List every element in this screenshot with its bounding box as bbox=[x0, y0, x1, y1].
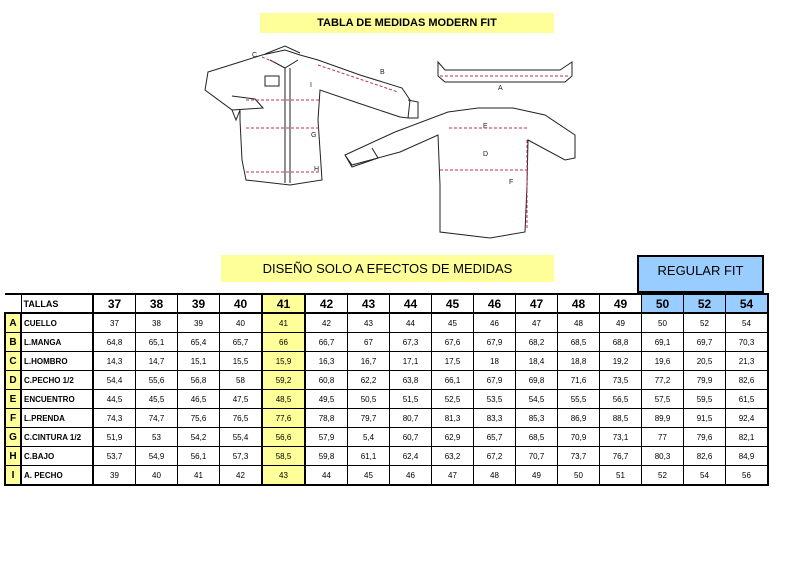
measure-cell: 50 bbox=[642, 313, 684, 333]
size-header-cell: 49 bbox=[600, 294, 642, 313]
measure-cell: 85,3 bbox=[516, 409, 558, 428]
measure-cell: 59,2 bbox=[262, 371, 305, 390]
row-letter: C bbox=[5, 352, 21, 371]
measure-cell: 69,8 bbox=[516, 371, 558, 390]
measure-cell: 86,9 bbox=[558, 409, 600, 428]
measure-cell: 49 bbox=[516, 466, 558, 486]
size-header-cell: 44 bbox=[390, 294, 432, 313]
measure-cell: 67,6 bbox=[432, 333, 474, 352]
page-title: TABLA DE MEDIDAS MODERN FIT bbox=[260, 13, 554, 33]
measure-cell: 5,4 bbox=[348, 428, 390, 447]
size-header-cell: 39 bbox=[178, 294, 220, 313]
measure-cell: 71,6 bbox=[558, 371, 600, 390]
regular-fit-banner: REGULAR FIT bbox=[637, 255, 764, 293]
measure-cell: 46,5 bbox=[178, 390, 220, 409]
size-header-cell: 41 bbox=[262, 294, 305, 313]
measure-cell: 80,7 bbox=[390, 409, 432, 428]
measure-cell: 81,3 bbox=[432, 409, 474, 428]
row-letter: G bbox=[5, 428, 21, 447]
measure-cell: 79,9 bbox=[684, 371, 726, 390]
measure-cell: 44 bbox=[390, 313, 432, 333]
measure-cell: 82,6 bbox=[726, 371, 769, 390]
size-header-cell: 50 bbox=[642, 294, 684, 313]
size-header-row bbox=[5, 294, 768, 313]
measure-cell: 49 bbox=[600, 313, 642, 333]
table-row bbox=[5, 352, 768, 371]
shirt-diagram bbox=[0, 0, 800, 250]
measure-cell: 53 bbox=[136, 428, 178, 447]
measure-cell: 74,7 bbox=[136, 409, 178, 428]
size-header-cell: 43 bbox=[348, 294, 390, 313]
size-header-cell: 37 bbox=[93, 294, 136, 313]
measure-cell: 60,7 bbox=[390, 428, 432, 447]
measure-cell: 54,2 bbox=[178, 428, 220, 447]
collar-drawing bbox=[438, 62, 572, 92]
measure-cell: 76,5 bbox=[220, 409, 263, 428]
measure-cell: 73,1 bbox=[600, 428, 642, 447]
measure-cell: 67,9 bbox=[474, 333, 516, 352]
measure-cell: 67,3 bbox=[390, 333, 432, 352]
measure-cell: 47 bbox=[432, 466, 474, 486]
measure-cell: 44,5 bbox=[93, 390, 136, 409]
measure-cell: 62,9 bbox=[432, 428, 474, 447]
measure-cell: 20,5 bbox=[684, 352, 726, 371]
measure-cell: 65,1 bbox=[136, 333, 178, 352]
measure-cell: 42 bbox=[305, 313, 348, 333]
measure-cell: 38 bbox=[136, 313, 178, 333]
measure-cell: 18,8 bbox=[558, 352, 600, 371]
size-header-cell: 54 bbox=[726, 294, 769, 313]
table-row bbox=[5, 313, 768, 333]
measure-cell: 62,2 bbox=[348, 371, 390, 390]
measure-cell: 74,3 bbox=[93, 409, 136, 428]
measure-cell: 70,9 bbox=[558, 428, 600, 447]
measure-cell: 52 bbox=[684, 313, 726, 333]
measure-cell: 46 bbox=[390, 466, 432, 486]
size-header-cell: 45 bbox=[432, 294, 474, 313]
size-header-cell: 42 bbox=[305, 294, 348, 313]
measure-cell: 51,5 bbox=[390, 390, 432, 409]
measure-cell: 60,8 bbox=[305, 371, 348, 390]
measure-cell: 89,9 bbox=[642, 409, 684, 428]
corner-cell bbox=[5, 294, 21, 313]
row-label: C.BAJO bbox=[21, 447, 93, 466]
size-table bbox=[4, 293, 769, 486]
label-g: G bbox=[311, 132, 317, 139]
measure-cell: 15,9 bbox=[262, 352, 305, 371]
measure-cell: 40 bbox=[136, 466, 178, 486]
measure-cell: 77 bbox=[642, 428, 684, 447]
label-e: E bbox=[483, 123, 488, 130]
measure-cell: 42 bbox=[220, 466, 263, 486]
measure-cell: 68,8 bbox=[600, 333, 642, 352]
measure-cell: 43 bbox=[262, 466, 305, 486]
measure-cell: 53,7 bbox=[93, 447, 136, 466]
measure-cell: 54,4 bbox=[93, 371, 136, 390]
measure-cell: 17,1 bbox=[390, 352, 432, 371]
measure-cell: 41 bbox=[178, 466, 220, 486]
measure-cell: 66,7 bbox=[305, 333, 348, 352]
measure-cell: 16,3 bbox=[305, 352, 348, 371]
measure-cell: 67,2 bbox=[474, 447, 516, 466]
label-c: C bbox=[252, 52, 258, 59]
measure-cell: 79,6 bbox=[684, 428, 726, 447]
row-letter: D bbox=[5, 371, 21, 390]
measure-cell: 82,6 bbox=[684, 447, 726, 466]
measure-cell: 56,1 bbox=[178, 447, 220, 466]
measure-cell: 76,7 bbox=[600, 447, 642, 466]
measure-cell: 50,5 bbox=[348, 390, 390, 409]
table-row bbox=[5, 409, 768, 428]
size-header-cell: 40 bbox=[220, 294, 263, 313]
table-row bbox=[5, 428, 768, 447]
measure-cell: 49,5 bbox=[305, 390, 348, 409]
measure-cell: 67,9 bbox=[474, 371, 516, 390]
measure-cell: 55,6 bbox=[136, 371, 178, 390]
measure-cell: 78,8 bbox=[305, 409, 348, 428]
label-i: I bbox=[310, 82, 312, 89]
measure-cell: 70,3 bbox=[726, 333, 769, 352]
table-row bbox=[5, 447, 768, 466]
measure-cell: 91,5 bbox=[684, 409, 726, 428]
measure-cell: 75,6 bbox=[178, 409, 220, 428]
row-label: ENCUENTRO bbox=[21, 390, 93, 409]
measure-cell: 54 bbox=[726, 313, 769, 333]
measure-cell: 39 bbox=[178, 313, 220, 333]
measure-cell: 63,2 bbox=[432, 447, 474, 466]
measure-cell: 45 bbox=[432, 313, 474, 333]
row-label: CUELLO bbox=[21, 313, 93, 333]
size-header-cell: 48 bbox=[558, 294, 600, 313]
measure-cell: 68,5 bbox=[516, 428, 558, 447]
back-shirt-drawing bbox=[345, 108, 575, 238]
table-row bbox=[5, 371, 768, 390]
measure-cell: 64,8 bbox=[93, 333, 136, 352]
measure-cell: 66 bbox=[262, 333, 305, 352]
measure-cell: 77,6 bbox=[262, 409, 305, 428]
measure-cell: 67 bbox=[348, 333, 390, 352]
measure-cell: 79,7 bbox=[348, 409, 390, 428]
row-letter: F bbox=[5, 409, 21, 428]
measure-cell: 48 bbox=[474, 466, 516, 486]
measure-cell: 17,5 bbox=[432, 352, 474, 371]
front-shirt-drawing bbox=[205, 46, 418, 185]
measure-cell: 57,3 bbox=[220, 447, 263, 466]
measure-cell: 69,7 bbox=[684, 333, 726, 352]
measure-cell: 47,5 bbox=[220, 390, 263, 409]
measure-cell: 50 bbox=[558, 466, 600, 486]
measure-cell: 51 bbox=[600, 466, 642, 486]
measure-cell: 47 bbox=[516, 313, 558, 333]
measure-cell: 55,4 bbox=[220, 428, 263, 447]
measure-cell: 45,5 bbox=[136, 390, 178, 409]
measure-cell: 44 bbox=[305, 466, 348, 486]
measure-cell: 58 bbox=[220, 371, 263, 390]
measure-cell: 43 bbox=[348, 313, 390, 333]
row-label: L.HOMBRO bbox=[21, 352, 93, 371]
measure-cell: 83,3 bbox=[474, 409, 516, 428]
table-row bbox=[5, 333, 768, 352]
measure-cell: 48,5 bbox=[262, 390, 305, 409]
label-b: B bbox=[380, 69, 385, 76]
measure-cell: 54,9 bbox=[136, 447, 178, 466]
measure-cell: 41 bbox=[262, 313, 305, 333]
row-letter: I bbox=[5, 466, 21, 486]
measure-cell: 52,5 bbox=[432, 390, 474, 409]
measure-cell: 65,4 bbox=[178, 333, 220, 352]
measure-cell: 70,7 bbox=[516, 447, 558, 466]
measure-cell: 21,3 bbox=[726, 352, 769, 371]
measure-cell: 45 bbox=[348, 466, 390, 486]
measure-cell: 82,1 bbox=[726, 428, 769, 447]
size-header-cell: 47 bbox=[516, 294, 558, 313]
measure-cell: 15,5 bbox=[220, 352, 263, 371]
measure-cell: 40 bbox=[220, 313, 263, 333]
measure-cell: 52 bbox=[642, 466, 684, 486]
header-label: TALLAS bbox=[21, 294, 93, 313]
measure-cell: 56,8 bbox=[178, 371, 220, 390]
row-label: C.PECHO 1/2 bbox=[21, 371, 93, 390]
measure-cell: 54,5 bbox=[516, 390, 558, 409]
measure-cell: 92,4 bbox=[726, 409, 769, 428]
measure-cell: 16,7 bbox=[348, 352, 390, 371]
measure-cell: 14,3 bbox=[93, 352, 136, 371]
measure-cell: 62,4 bbox=[390, 447, 432, 466]
measure-cell: 39 bbox=[93, 466, 136, 486]
measure-cell: 57,9 bbox=[305, 428, 348, 447]
row-letter: E bbox=[5, 390, 21, 409]
measure-cell: 73,5 bbox=[600, 371, 642, 390]
measure-cell: 73,7 bbox=[558, 447, 600, 466]
measure-cell: 59,5 bbox=[684, 390, 726, 409]
measure-cell: 56,6 bbox=[262, 428, 305, 447]
label-h: H bbox=[314, 166, 320, 173]
measure-cell: 56 bbox=[726, 466, 769, 486]
row-label: C.CINTURA 1/2 bbox=[21, 428, 93, 447]
row-label: A. PECHO bbox=[21, 466, 93, 486]
measure-cell: 53,5 bbox=[474, 390, 516, 409]
row-label: L.PRENDA bbox=[21, 409, 93, 428]
label-a: A bbox=[498, 85, 503, 92]
size-header-cell: 52 bbox=[684, 294, 726, 313]
measure-cell: 48 bbox=[558, 313, 600, 333]
measure-cell: 51,9 bbox=[93, 428, 136, 447]
row-letter: A bbox=[5, 313, 21, 333]
measure-cell: 84,9 bbox=[726, 447, 769, 466]
measure-cell: 18 bbox=[474, 352, 516, 371]
measure-cell: 63,8 bbox=[390, 371, 432, 390]
measure-cell: 56,5 bbox=[600, 390, 642, 409]
measure-cell: 61,5 bbox=[726, 390, 769, 409]
measure-cell: 57,5 bbox=[642, 390, 684, 409]
measure-cell: 37 bbox=[93, 313, 136, 333]
measure-cell: 18,4 bbox=[516, 352, 558, 371]
measure-cell: 65,7 bbox=[220, 333, 263, 352]
row-letter: H bbox=[5, 447, 21, 466]
measure-cell: 19,6 bbox=[642, 352, 684, 371]
row-label: L.MANGA bbox=[21, 333, 93, 352]
measure-cell: 65,7 bbox=[474, 428, 516, 447]
measure-cell: 68,2 bbox=[516, 333, 558, 352]
row-letter: B bbox=[5, 333, 21, 352]
size-header-cell: 38 bbox=[136, 294, 178, 313]
size-header-cell: 46 bbox=[474, 294, 516, 313]
disclaimer-banner: DISEÑO SOLO A EFECTOS DE MEDIDAS bbox=[221, 255, 554, 282]
measure-cell: 68,5 bbox=[558, 333, 600, 352]
measure-cell: 19,2 bbox=[600, 352, 642, 371]
measure-cell: 59,8 bbox=[305, 447, 348, 466]
measure-cell: 61,1 bbox=[348, 447, 390, 466]
table-row bbox=[5, 466, 768, 486]
measure-cell: 80,3 bbox=[642, 447, 684, 466]
measure-cell: 77,2 bbox=[642, 371, 684, 390]
measure-cell: 66,1 bbox=[432, 371, 474, 390]
table-row bbox=[5, 390, 768, 409]
measure-cell: 14,7 bbox=[136, 352, 178, 371]
measure-cell: 69,1 bbox=[642, 333, 684, 352]
measure-cell: 54 bbox=[684, 466, 726, 486]
label-f: F bbox=[509, 179, 514, 186]
measure-cell: 55,5 bbox=[558, 390, 600, 409]
measure-cell: 58,5 bbox=[262, 447, 305, 466]
measure-cell: 15,1 bbox=[178, 352, 220, 371]
measure-cell: 46 bbox=[474, 313, 516, 333]
label-d: D bbox=[483, 151, 489, 158]
measure-cell: 88,5 bbox=[600, 409, 642, 428]
